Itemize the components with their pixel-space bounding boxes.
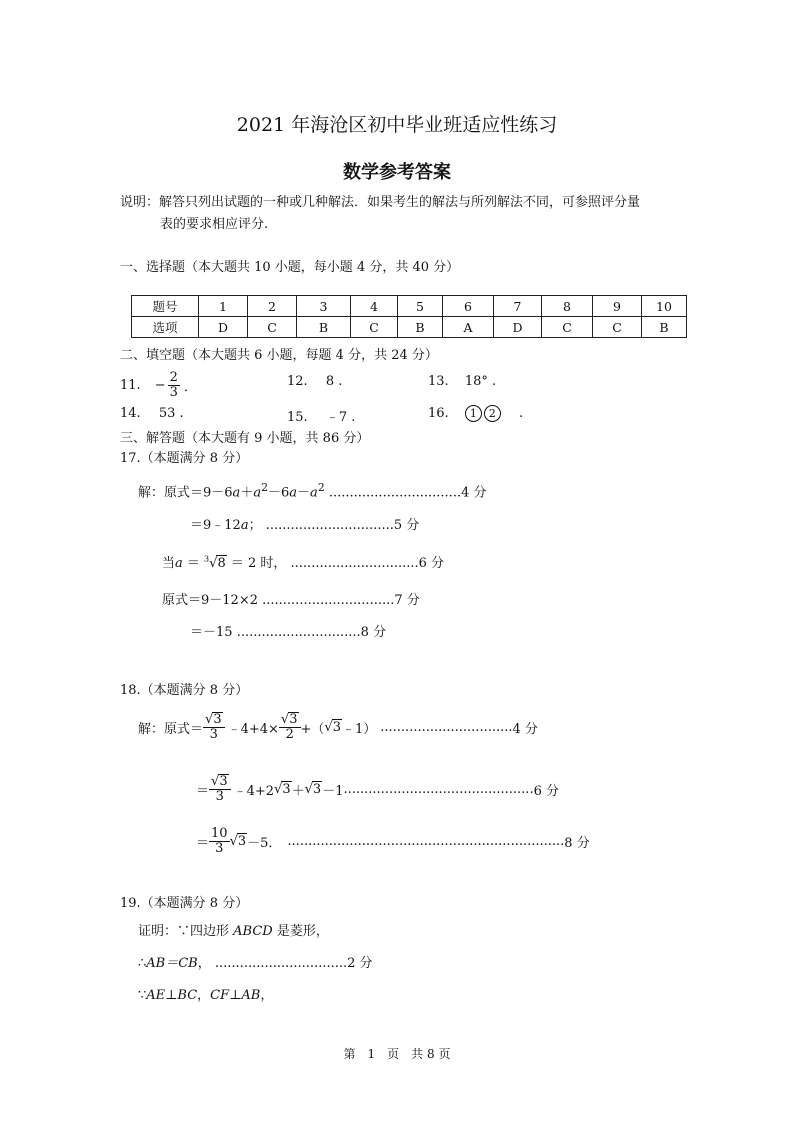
score: 8 分	[564, 835, 590, 851]
var-a: a	[253, 485, 262, 501]
dot-leader: ..............................	[236, 625, 361, 640]
item-answer: 53 .	[158, 406, 184, 421]
expr: －5．	[247, 835, 282, 851]
table-cell: 10	[642, 296, 687, 317]
expr: －	[297, 485, 311, 501]
expr: 解：原式＝9－6	[138, 485, 233, 501]
dot-leader: ...............................	[265, 518, 394, 533]
table-cell: 6	[443, 296, 494, 317]
q17-title: 17.（本题满分 8 分）	[120, 451, 249, 466]
table-cell: C	[542, 317, 593, 338]
radicand: 8	[217, 556, 226, 571]
root-index: 3	[204, 554, 210, 564]
denominator: 3	[215, 789, 224, 804]
expr: ＝ 2 时，	[226, 556, 287, 571]
fill-item-15	[287, 406, 355, 425]
item-number: 13.	[428, 374, 449, 389]
radical-icon: √	[211, 774, 220, 790]
expr: +（	[300, 721, 325, 737]
q17-line-3	[162, 552, 444, 571]
expr-italic: AB	[241, 988, 261, 1003]
expr: ∵	[138, 988, 147, 1003]
radicand: 3	[219, 774, 228, 790]
score: 5 分	[393, 518, 420, 533]
radical-icon: √	[205, 712, 214, 728]
q17-line-2	[190, 514, 419, 533]
expr: 原式＝9－12×2	[162, 593, 258, 608]
table-cell: D	[199, 317, 248, 338]
dot-leader: ................................	[380, 719, 513, 735]
q18-line-3	[196, 818, 590, 864]
section-1-title: 一、选择题（本大题共 10 小题，每小题 4 分，共 40 分）	[120, 260, 460, 275]
expr: －6	[267, 485, 290, 501]
expr: ＝	[196, 783, 210, 799]
expr: ，	[197, 956, 211, 971]
expr: ＝9﹣12	[190, 518, 241, 533]
dot-leader: ..............................................	[343, 781, 534, 797]
table-cell: 5	[398, 296, 443, 317]
expr: ，	[260, 988, 274, 1003]
table-cell: B	[297, 317, 351, 338]
denominator: 3	[215, 840, 224, 856]
fraction	[203, 712, 225, 741]
radicand: 3	[332, 720, 341, 735]
dot-leader: ...............................	[290, 556, 419, 571]
item-number: 16.	[428, 406, 449, 421]
score: 2 分	[347, 956, 373, 971]
q18-line-1	[138, 704, 538, 750]
fill-item-16	[428, 405, 523, 422]
score: 6 分	[533, 783, 559, 799]
denominator: 3	[209, 727, 218, 742]
dot-leader: ................................	[328, 485, 462, 501]
var-a: a	[289, 485, 298, 501]
numerator: 10	[211, 825, 228, 841]
exponent: 2	[317, 481, 325, 494]
fraction	[209, 827, 230, 855]
table-cell: 7	[494, 296, 542, 317]
q18-title: 18.（本题满分 8 分）	[120, 683, 249, 698]
q17-line-5	[190, 621, 386, 640]
radical-icon: √	[229, 833, 238, 849]
radicand: 3	[237, 834, 247, 849]
expr: ＝－15	[190, 625, 233, 640]
table-row-numbers	[132, 296, 687, 317]
denominator: 3	[169, 384, 178, 400]
item-number: 15.	[287, 410, 308, 425]
table-cell: 8	[542, 296, 593, 317]
var-a: a	[240, 518, 249, 533]
score: 6 分	[418, 556, 445, 571]
table-cell: 9	[593, 296, 642, 317]
expr: ∴	[138, 956, 147, 971]
var-a: a	[310, 485, 318, 501]
expr-italic: BC	[177, 988, 198, 1003]
expr-italic: AE	[146, 988, 166, 1003]
item-number: 14.	[120, 406, 141, 421]
expr: 是菱形，	[272, 924, 329, 939]
numerator	[209, 774, 231, 790]
row-header: 题号	[132, 296, 199, 317]
period: ．	[183, 379, 197, 395]
minus-sign: −	[154, 377, 166, 393]
expr: ﹣1）	[341, 721, 377, 737]
expr-italic: AB＝CB	[146, 956, 198, 971]
expr-italic: CF	[210, 988, 230, 1003]
circled-two: 2	[484, 405, 501, 422]
expr: ﹣4+4×	[227, 721, 279, 737]
expr: 解：原式＝	[138, 721, 204, 737]
var-a: a	[175, 556, 183, 571]
table-cell: 2	[248, 296, 297, 317]
dot-leader: ...................................................................	[287, 833, 565, 849]
fraction	[168, 371, 180, 399]
item-number: 12.	[287, 374, 308, 389]
expr: 当	[162, 556, 176, 571]
radical-icon: √	[280, 712, 290, 728]
table-cell: C	[248, 317, 297, 338]
radical-icon: √	[304, 781, 313, 797]
dot-leader: ................................	[214, 956, 348, 971]
table-row-answers	[132, 317, 687, 338]
expr: ＋	[291, 783, 305, 799]
expr: ⊥	[229, 988, 242, 1003]
page-subtitle: 数学参考答案	[343, 162, 451, 183]
exponent: 2	[261, 481, 268, 494]
table-cell: 1	[199, 296, 248, 317]
table-cell: 4	[351, 296, 398, 317]
section-3-title: 三、解答题（本大题有 9 小题，共 86 分）	[120, 431, 370, 446]
radical-icon: √	[274, 781, 283, 797]
numerator	[279, 712, 301, 728]
circled-one: 1	[465, 405, 482, 422]
var-a: a	[232, 485, 241, 501]
radicand: 3	[312, 782, 322, 797]
score: 8 分	[360, 625, 387, 640]
q19-title: 19.（本题满分 8 分）	[120, 896, 249, 911]
expr: ＝	[182, 556, 205, 571]
q17-line-1	[138, 481, 486, 500]
table-cell: 3	[297, 296, 351, 317]
score: 7 分	[394, 593, 420, 608]
dot-leader: ................................	[262, 593, 395, 608]
score: 4 分	[512, 721, 538, 737]
item-number: 11.	[120, 377, 141, 393]
expr: ﹣4+2	[233, 783, 275, 799]
q19-line-3	[138, 984, 273, 1003]
radical-icon: √	[324, 719, 333, 735]
radicand: 3	[289, 712, 298, 728]
table-cell: D	[494, 317, 542, 338]
fill-item-12	[287, 374, 342, 389]
table-cell: B	[642, 317, 687, 338]
expr: ，	[197, 988, 211, 1003]
table-cell: C	[351, 317, 398, 338]
denominator: 2	[285, 727, 294, 742]
q18-line-2	[196, 766, 559, 812]
section-2-title: 二、填空题（本大题共 6 小题，每题 4 分，共 24 分）	[120, 348, 438, 363]
note-line-1: 说明：解答只列出试题的一种或几种解法．如果考生的解法与所列解法不同，可参照评分量	[120, 195, 641, 210]
fill-item-14	[120, 406, 184, 421]
radical-icon: √	[209, 556, 218, 571]
expr: ⊥	[165, 988, 178, 1003]
page-footer: 第 1 页 共 8 页	[343, 1047, 451, 1061]
page-title: 2021 年海沧区初中毕业班适应性练习	[236, 114, 558, 136]
fraction	[209, 774, 231, 803]
q19-line-1	[138, 920, 329, 939]
radicand: 3	[282, 782, 291, 797]
fill-item-13	[428, 374, 496, 389]
note-line-2: 表的要求相应评分.	[160, 217, 269, 232]
expr: ＋	[240, 485, 254, 501]
expr: ；	[248, 518, 262, 533]
expr-italic: ABCD	[233, 924, 273, 939]
item-answer: ﹣7 .	[325, 410, 356, 425]
table-cell: A	[443, 317, 494, 338]
period: .	[518, 406, 524, 421]
item-answer: 8 .	[325, 374, 343, 389]
table-cell: B	[398, 317, 443, 338]
fraction	[279, 712, 301, 741]
q17-line-4	[162, 589, 420, 608]
row-header: 选项	[132, 317, 199, 338]
instructions-note	[120, 192, 680, 236]
table-cell: C	[593, 317, 642, 338]
expr: ＝	[196, 835, 210, 851]
q19-line-2	[138, 952, 373, 971]
expr: －1	[322, 783, 344, 799]
numerator: 2	[169, 369, 178, 385]
item-answer: 18° .	[464, 374, 497, 389]
numerator	[203, 712, 225, 728]
radicand: 3	[213, 712, 222, 728]
expr: 证明：∵四边形	[138, 924, 234, 939]
fill-item-11	[120, 365, 197, 405]
answer-table	[131, 295, 687, 338]
score: 4 分	[461, 485, 487, 501]
